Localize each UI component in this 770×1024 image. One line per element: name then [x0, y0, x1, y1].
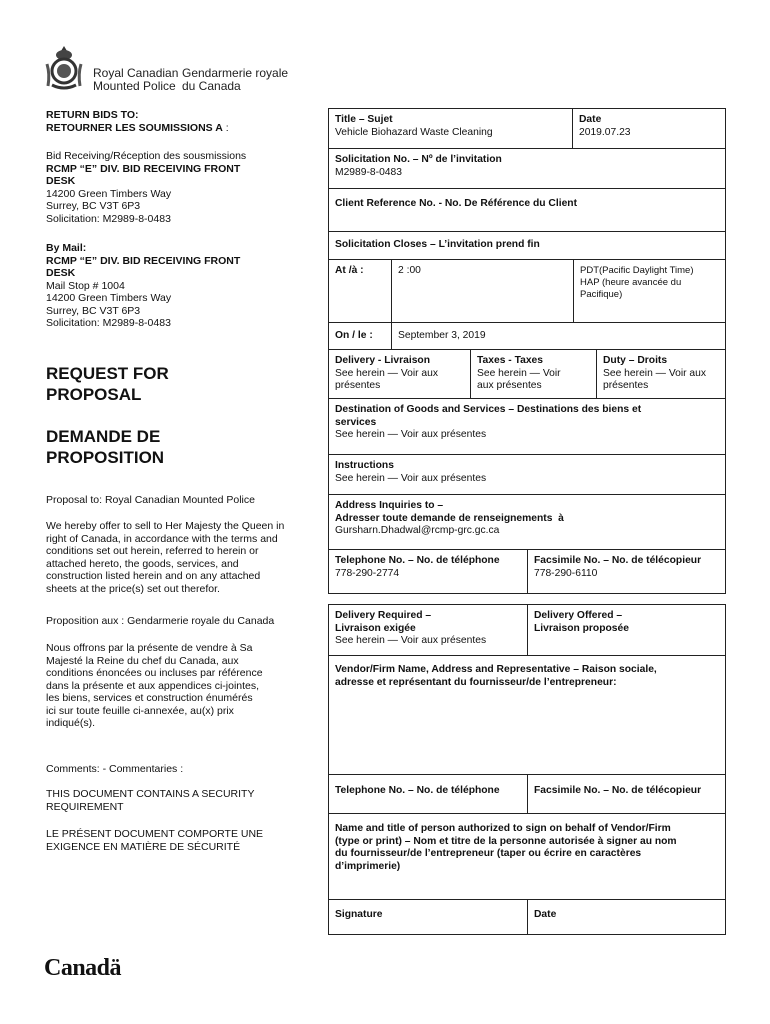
destination-cell: Destination of Goods and Services – Destinations des biens et services See herein — Voir aux présentes [329, 399, 725, 455]
inquiries-email[interactable]: Gursharn.Dhadwal@rcmp-grc.gc.ca [335, 525, 500, 536]
address-inquiries-cell: Address Inquiries to – Adresser toute demande de renseignements à Gursharn.Dhadwal@rcmp-grc.gc.ca [329, 495, 725, 550]
delivery-offered-cell[interactable]: Delivery Offered – Livraison proposée [527, 605, 725, 656]
org-en-line2: Mounted Police [93, 79, 176, 93]
duty-cell: Duty – Droits See herein — Voir aux présentes [596, 350, 725, 399]
closing-date: September 3, 2019 [398, 330, 486, 341]
client-reference-cell: Client Reference No. - No. De Référence du Client [329, 189, 725, 232]
offer-text-en: We hereby offer to sell to Her Majesty the Queen in right of Canada, in accordance with the terms and conditions set out herein, referred to herein or attached hereto, the goods, services, and construction listed herein and on any attached sheets at the price(s) set out therefor. [46, 520, 285, 595]
on-label-cell: On / le : [329, 323, 391, 350]
proposal-to: Proposal to: Royal Canadian Mounted Police [46, 494, 255, 506]
vendor-telephone-cell[interactable]: Telephone No. – No. de téléphone [329, 775, 527, 814]
vendor-facsimile-cell[interactable]: Facsimile No. – No. de télécopieur [527, 775, 725, 814]
demande-de-proposition-title: DEMANDE DE PROPOSITION [46, 427, 165, 467]
instructions-cell: Instructions See herein — Voir aux présentes [329, 455, 725, 495]
canada-wordmark: Canadä [44, 955, 122, 981]
return-bids-block: RETURN BIDS TO: RETOURNER LES SOUMISSIONS A : [46, 109, 316, 134]
signature-date-cell[interactable]: Date [527, 900, 725, 934]
org-name-en [93, 67, 178, 93]
request-for-proposal-title: REQUEST FOR PROPOSAL [46, 364, 169, 404]
telephone-number: 778-290-2774 [335, 567, 400, 579]
security-requirement-fr: LE PRÉSENT DOCUMENT COMPORTE UNE EXIGENCE EN MATIÈRE DE SÉCURITÉ [46, 828, 264, 853]
title-value: Vehicle Biohazard Waste Cleaning [335, 126, 493, 138]
rcmp-crest-logo [44, 44, 84, 92]
taxes-cell: Taxes - Taxes See herein — Voir aux présentes [470, 350, 596, 399]
facsimile-number: 778-290-6110 [534, 567, 598, 579]
on-date-cell [391, 323, 725, 350]
offer-text-fr: Nous offrons par la présente de vendre à Sa Majesté la Reine du chef du Canada, aux conditions énoncées ou incluses par référence dans la présente et aux appendices ci-jointes, les biens, services et construction énumérés ici sur toute feuille ci-annexée, au(x) prix indiqué(s). [46, 642, 263, 729]
vendor-firm-cell[interactable]: Vendor/Firm Name, Address and Representative – Raison sociale, adresse et représentant du fournisseur/de l’entrepreneur: [329, 656, 725, 775]
at-time-cell [391, 260, 573, 323]
solicitation-form [328, 108, 726, 594]
org-en-line1: Royal Canadian [93, 66, 179, 80]
signature-cell[interactable]: Signature [335, 909, 383, 920]
security-requirement-en: THIS DOCUMENT CONTAINS A SECURITY REQUIREMENT [46, 788, 255, 813]
delivery-required-cell: Delivery Required – Livraison exigée See herein — Voir aux présentes [329, 605, 527, 656]
facsimile-cell: Facsimile No. – No. de télécopieur 778-290-6110 [527, 550, 725, 594]
return-bids-heading: RETURN BIDS TO: [46, 109, 139, 121]
at-label-cell: At /à : [329, 260, 391, 323]
comments-label: Comments: - Commentaries : [46, 763, 184, 775]
mail-address: By Mail: RCMP “E” DIV. BID RECEIVING FRONT DESK Mail Stop # 1004 14200 Green Timbers Way Surrey, BC V3T 6P3 Solicitation: M2989-8-0483 [46, 242, 241, 329]
proposition-aux: Proposition aux : Gendarmerie royale du Canada [46, 615, 275, 627]
title-cell: Title – Sujet Vehicle Biohazard Waste Cleaning [329, 109, 572, 149]
closing-time: 2 :00 [398, 265, 421, 276]
return-bids-heading-fr: RETOURNER LES SOUMISSIONS A [46, 121, 223, 134]
delivery-cell: Delivery - Livraison See herein — Voir aux présentes [329, 350, 470, 399]
date-value: 2019.07.23 [579, 126, 631, 138]
telephone-cell: Telephone No. – No. de téléphone 778-290-2774 [329, 550, 527, 594]
org-fr-line1: Gendarmerie royale [182, 66, 289, 80]
timezone-cell: PDT(Pacific Daylight Time) HAP (heure avancée du Pacifique) [573, 260, 725, 323]
vendor-form [328, 604, 726, 935]
authorized-person-cell[interactable]: Name and title of person authorized to sign on behalf of Vendor/Firm (type or print) – Nom et titre de la personne autorisée à signer au nom du fournisseur/de l’entrepreneur (taper ou écrire en caractères d’imprimerie) [329, 814, 725, 900]
solicitation-number-cell: Solicitation No. – Nº de l’invitation M2989-8-0483 [329, 149, 725, 189]
org-fr-line2: du Canada [182, 79, 241, 93]
solicitation-closes-cell: Solicitation Closes – L’invitation prend fin [329, 232, 725, 260]
date-cell: Date 2019.07.23 [572, 109, 725, 149]
solicitation-number: M2989-8-0483 [335, 166, 402, 178]
bid-receiving-address: Bid Receiving/Réception des sousmissions RCMP “E” DIV. BID RECEIVING FRONT DESK 14200 Green Timbers Way Surrey, BC V3T 6P3 Solicitation: M2989-8-0483 [46, 150, 247, 225]
org-name-fr [182, 67, 288, 93]
